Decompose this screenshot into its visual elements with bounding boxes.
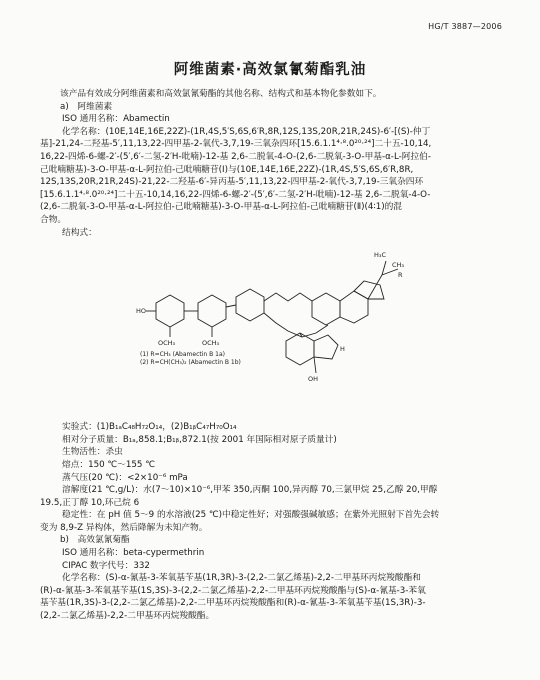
chem-name-line: 基]-21,24-二羟基-5′,11,13,22-四甲基-2-氧代-3,7,19-三氧杂四环[15.6.1.1⁴·⁸.0²⁰·²⁴]二十五-10,14, — [40, 139, 432, 150]
section-a-heading: a) 阿维菌素 — [60, 101, 113, 112]
chem-name-line: 合物。 — [40, 214, 67, 225]
structure-legend — [140, 351, 241, 367]
r-group-label: R — [398, 271, 403, 280]
structure-label: 结构式： — [62, 227, 97, 238]
property-stability — [40, 509, 506, 534]
chem-name-line: 16,22-四烯-6-螺-2′-(5′,6′-二氢-2′H-吡喃)-12-基 2,6-二脱氧-4-O-(2,6-二脱氧-3-O-甲基-α-L-阿拉伯- — [40, 151, 431, 162]
structure-figure — [40, 241, 506, 417]
h-label: H — [340, 345, 345, 354]
property-bioactivity: 生物活性：杀虫 — [62, 447, 123, 458]
document-body — [40, 88, 506, 623]
ho-label: HO — [136, 307, 147, 316]
solubility-line: 19.5,正丁醇 10,环己烷 6 — [40, 497, 140, 508]
property-melting-point: 熔点：150 ℃～155 ℃ — [62, 459, 155, 470]
section-b-cipac: CIPAC 数字代号：332 — [62, 560, 150, 571]
chem-name-line: (2,2-二氯乙烯基)-2,2-二甲基环丙烷羧酸酯。 — [40, 611, 215, 622]
section-b-heading: b) 高效氯氰菊酯 — [60, 535, 130, 546]
stability-line: 变为 8,9-Z 异构体，然后降解为未知产物。 — [40, 522, 208, 533]
ch3-label: CH₃ — [392, 261, 405, 270]
property-formula: 实验式：(1)B₁ₐC₄₈H₇₂O₁₄，(2)B₁ᵦC₄₇H₇₀O₁₄ — [62, 422, 237, 433]
section-b-iso-name: ISO 通用名称：beta-cypermethrin — [62, 548, 205, 559]
chem-name-line: 化学名称：(10E,14E,16E,22Z)-(1R,4S,5′S,6S,6′R,8R,12S,13S,20R,21R,24S)-6′-[(S)-仲丁 — [62, 126, 431, 137]
legend-item: (2) R=CH(CH₃)₂ (Abamectin B 1b) — [140, 359, 241, 367]
h3c-label: H₃C — [374, 251, 387, 260]
chem-name-line: 基苄基(1R,3S)-3-(2,2-二氯乙烯基)-2,2-二甲基环丙烷羧酸酯和(R)-α-氰基-3-苯氧基苄基(1S,3R)-3- — [40, 598, 426, 609]
page-title: 阿维菌素·高效氯氰菊酯乳油 — [173, 62, 367, 78]
legend-item: (1) R=CH₃ (Abamectin B 1a) — [140, 351, 225, 359]
oh-label: OH — [308, 375, 319, 384]
property-molar-mass: 相对分子质量：B₁ₐ,858.1;B₁ᵦ,872.1(按 2001 年国际相对原子质量计) — [62, 434, 337, 445]
property-solubility — [40, 484, 506, 509]
intro-paragraph: 该产品有效成分阿维菌素和高效氯氰菊酯的其他名称、结构式和基本物化参数如下。 — [60, 89, 382, 99]
chem-name-line: [15.6.1.1⁴·⁸.0²⁰·²⁴]二十五-10,14,16,22-四烯-6-螺-2′-(5′,6′-二氢-2′H-吡喃)-12-基 2,6-二脱氧-4-O- — [40, 189, 431, 200]
chem-name-line: 己吡喃糖基)-3-O-甲基-α-L-阿拉伯-己吡喃糖苷(Ⅰ)与(10E,14E,16E,22Z)-(1R,4S,5′S,6S,6′R,8R, — [40, 164, 414, 175]
och3-label-2: OCH₃ — [202, 339, 220, 348]
stability-line: 稳定性：在 pH 值 5～9 的水溶液(25 ℃)中稳定性好；对强酸强碱敏感；在紫外光照射下首先会转 — [62, 510, 440, 521]
chem-name-line: 12S,13S,20R,21R,24S)-21,22-二羟基-6′-异丙基-5′,11,13,22-四甲基-2-氧代-3,7,19-三氧杂四环 — [40, 177, 424, 188]
section-b-chem-name — [40, 572, 506, 622]
section-a-iso-name: ISO 通用名称：Abamectin — [62, 114, 170, 125]
chem-name-line: 化学名称：(S)-α-氰基-3-苯氧基苄基(1R,3R)-3-(2,2-二氯乙烯基)-2,2-二甲基环丙烷羧酸酯和 — [62, 573, 421, 584]
property-vapor-pressure: 蒸气压(20 ℃)：<2×10⁻⁶ mPa — [62, 472, 188, 483]
abamectin-structure-diagram — [136, 241, 416, 391]
solubility-line: 溶解度(21 ℃,g/L)：水(7～10)×10⁻⁶,甲苯 350,丙酮 100,异丙醇 70,三氯甲烷 25,乙醇 20,甲醇 — [62, 485, 438, 496]
och3-label-1: OCH₃ — [158, 339, 176, 348]
chem-name-line: (2,6-二脱氧-3-O-甲基-α-L-阿拉伯-己吡喃糖基)-3-O-甲基-α-L-阿拉伯-己吡喃糖苷(Ⅱ)(4∶1)的混 — [40, 202, 402, 213]
chem-name-line: (R)-α-氰基-3-苯氧基苄基(1S,3S)-3-(2,2-二氯乙烯基)-2,2-二甲基环丙烷羧酸酯与(S)-α-氰基-3-苯氧 — [40, 585, 426, 596]
section-a-chem-name — [40, 126, 506, 227]
document-code: HG/T 3887—2006 — [428, 22, 502, 31]
